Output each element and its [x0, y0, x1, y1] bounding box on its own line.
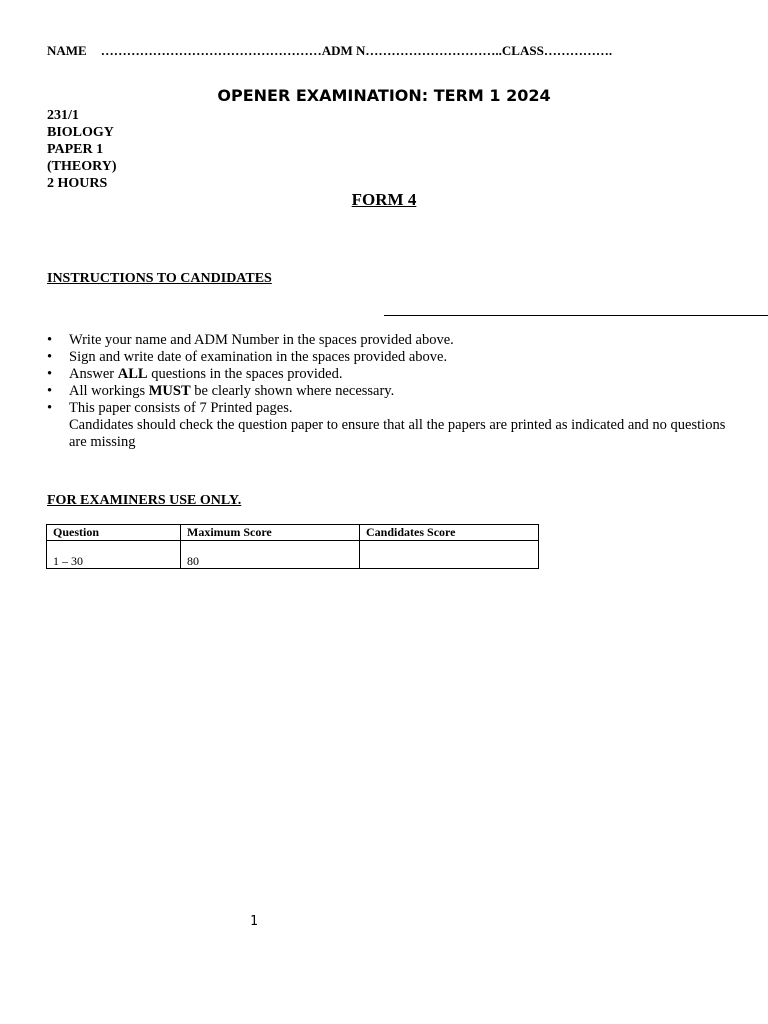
bullet-icon: •	[47, 349, 53, 365]
instructions-note: Candidates should check the question paper to ensure that all the papers are printed as indicated and no questions are missing	[69, 417, 726, 450]
adm-label: ADM N	[321, 43, 366, 58]
column-header-question: Question	[47, 525, 181, 541]
candidates-score-cell[interactable]	[360, 541, 539, 569]
table-row	[47, 541, 539, 569]
class-field[interactable]: …………….	[543, 43, 613, 58]
class-label: CLASS	[501, 43, 544, 58]
bullet-icon: •	[47, 400, 53, 416]
divider-line	[384, 315, 768, 316]
list-item: • Answer ALL questions in the spaces provided.	[47, 366, 343, 382]
maximum-score-cell: 80	[181, 541, 360, 569]
name-field[interactable]: ……………………………………………	[100, 43, 322, 58]
page-number: 1	[250, 914, 258, 929]
name-label: NAME	[47, 43, 87, 58]
examiners-heading: FOR EXAMINERS USE ONLY.	[47, 493, 242, 508]
list-item: • Write your name and ADM Number in the spaces provided above.	[47, 332, 454, 348]
list-item: • This paper consists of 7 Printed pages.	[47, 400, 293, 416]
bullet-icon: •	[47, 332, 53, 348]
paper-info	[47, 107, 117, 192]
column-header-candidates-score: Candidates Score	[360, 525, 539, 541]
column-header-maximum-score: Maximum Score	[181, 525, 360, 541]
paper-number: PAPER 1	[47, 142, 104, 157]
score-table	[46, 524, 539, 569]
paper-type: (THEORY)	[47, 159, 117, 174]
list-item: • All workings MUST be clearly shown where necessary.	[47, 383, 395, 399]
table-header-row	[47, 525, 539, 541]
list-item: • Sign and write date of examination in the spaces provided above.	[47, 349, 448, 365]
form-label: FORM 4	[351, 190, 417, 209]
instructions-list	[47, 332, 737, 451]
instructions-heading: INSTRUCTIONS TO CANDIDATES	[47, 271, 272, 286]
paper-subject: BIOLOGY	[47, 125, 114, 140]
paper-code: 231/1	[47, 108, 79, 123]
candidate-details-line	[47, 43, 612, 59]
bullet-icon: •	[47, 383, 53, 399]
paper-duration: 2 HOURS	[47, 176, 108, 191]
exam-title: OPENER EXAMINATION: TERM 1 2024	[217, 86, 551, 105]
question-range-cell: 1 – 30	[47, 541, 181, 569]
bullet-icon: •	[47, 366, 53, 382]
adm-field[interactable]: …………………………..	[365, 43, 502, 58]
